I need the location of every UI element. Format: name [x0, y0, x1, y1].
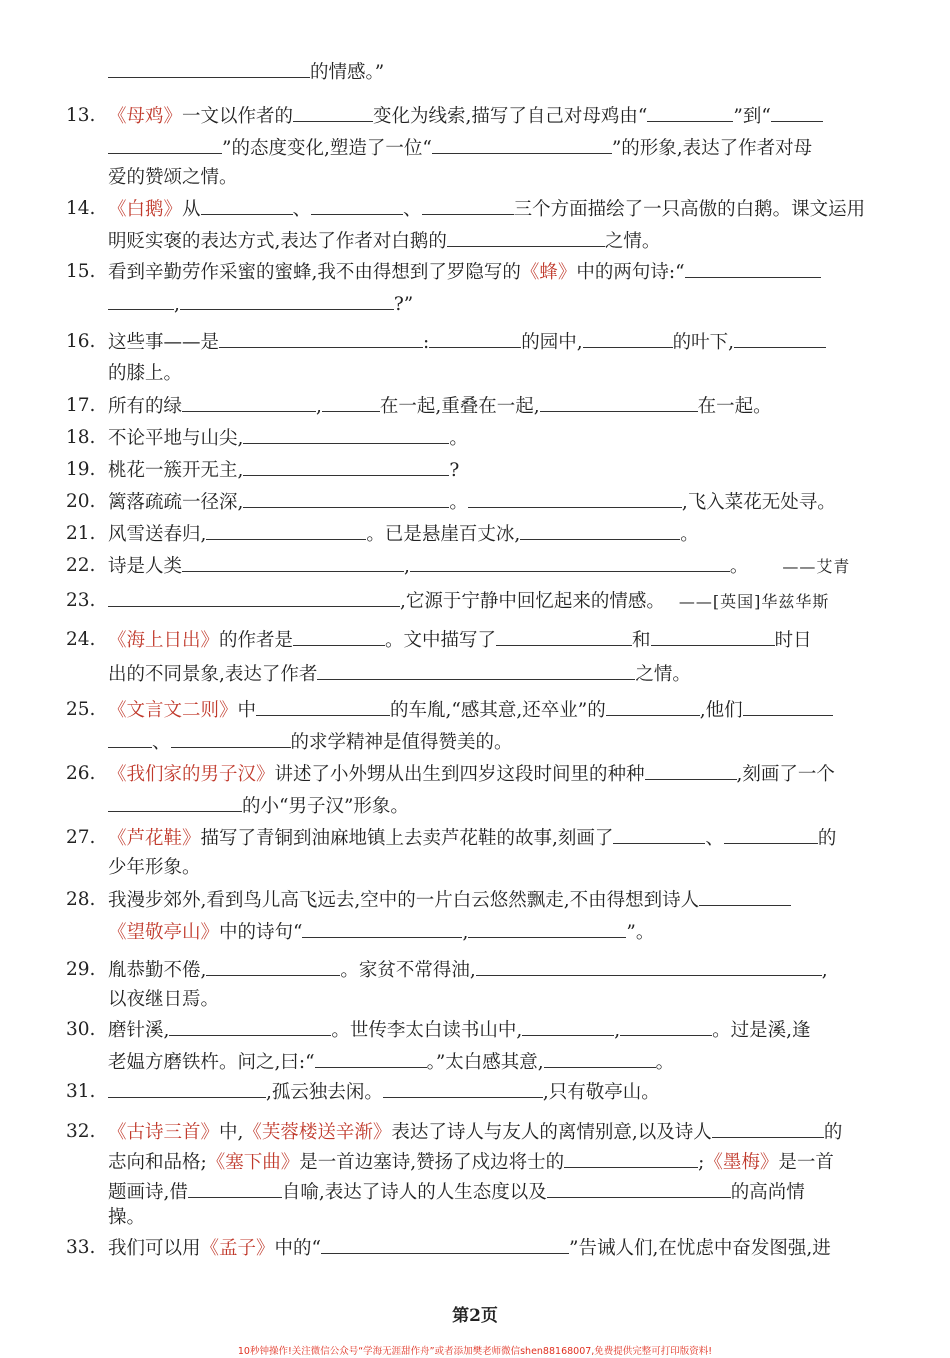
question-text: 的高尚情 [730, 1182, 805, 1203]
question-text: 讲述了小外甥从出生到四岁这段时间里的种种 [274, 764, 645, 785]
question-number: 22. [66, 555, 96, 576]
question-text: 。家贫不常得油, [340, 960, 476, 981]
question-number: 16. [66, 331, 96, 352]
question-line [108, 490, 836, 515]
question-text: 变化为线索,描写了自己对母鸡由“ [373, 106, 648, 127]
answer-blank[interactable] [613, 826, 705, 844]
answer-blank[interactable] [108, 589, 400, 607]
question-text: ,飞入菜花无处寻。 [681, 492, 836, 513]
question-line [108, 197, 865, 222]
question-line [108, 730, 513, 755]
question-number: 13. [66, 105, 96, 126]
question-text: 。 [449, 428, 468, 449]
question-text: 。文中描写了 [385, 630, 497, 651]
question-text: 。”太白感其意, [426, 1052, 544, 1073]
answer-blank[interactable] [180, 292, 394, 310]
question-text: 描写了青铜到油麻地镇上去卖芦花鞋的故事,刻画了 [200, 828, 614, 849]
question-number: 14. [66, 198, 96, 219]
book-title: 《蜂》 [520, 262, 577, 283]
question-text: 表达了诗人与友人的离情别意,以及诗人 [391, 1122, 712, 1143]
question-text: 的叶下, [672, 332, 735, 353]
question-number: 31. [66, 1081, 96, 1102]
question-line [108, 794, 409, 819]
question-line [108, 1050, 674, 1075]
answer-blank[interactable] [620, 1018, 712, 1036]
question-line [108, 229, 660, 254]
question-line [108, 330, 826, 355]
question-line [108, 1150, 834, 1175]
question-number: 30. [66, 1019, 96, 1040]
question-text: 。过是溪,逢 [712, 1020, 811, 1041]
question-text: 是一首 [778, 1152, 834, 1173]
answer-blank[interactable] [293, 628, 385, 646]
answer-blank[interactable] [468, 490, 682, 508]
question-text: , [614, 1020, 621, 1041]
question-number: 19. [66, 459, 96, 480]
question-line [108, 426, 468, 451]
question-line [108, 920, 654, 945]
book-title: 《孟子》 [200, 1238, 275, 1259]
question-text: ?” [393, 294, 414, 315]
answer-blank[interactable] [206, 522, 366, 540]
question-text: 、 [403, 199, 422, 220]
question-text: 和 [632, 630, 651, 651]
question-text: ”的形象,表达了作者对母 [611, 138, 813, 159]
answer-blank[interactable] [771, 104, 823, 122]
question-text: 。 [680, 524, 699, 545]
question-text: 的园中, [521, 332, 583, 353]
question-text: ”告诫人们,在忧虑中奋发图强,进 [569, 1238, 831, 1259]
question-line [108, 394, 772, 419]
question-text: 中的两句诗:“ [576, 262, 685, 283]
question-number: 27. [66, 827, 96, 848]
question-line [108, 362, 182, 386]
question-line [108, 1180, 805, 1205]
question-text: 不论平地与山尖, [108, 428, 244, 449]
book-title: 《望敬亭山》 [108, 922, 220, 943]
answer-blank[interactable] [108, 292, 174, 310]
answer-blank[interactable] [410, 554, 730, 572]
question-number: 29. [66, 959, 96, 980]
question-text: 。 [449, 492, 468, 513]
question-text: 胤恭勤不倦, [108, 960, 207, 981]
question-text: ”到“ [733, 106, 771, 127]
question-line [108, 458, 459, 483]
question-text: 时日 [774, 630, 812, 651]
question-text: 中的“ [274, 1238, 321, 1259]
answer-blank[interactable] [606, 698, 700, 716]
question-text: 。世传李太白读书山中, [331, 1020, 523, 1041]
question-text: 我漫步郊外,看到鸟儿高飞远去,空中的一片白云悠然飘走,不由得想到诗人 [108, 890, 700, 911]
answer-blank[interactable] [724, 826, 818, 844]
answer-blank[interactable] [302, 920, 462, 938]
book-title: 《文言文二则》 [108, 700, 238, 721]
answer-blank[interactable] [685, 260, 821, 278]
question-text: 少年形象。 [108, 857, 201, 878]
question-line [108, 1120, 842, 1145]
question-line [108, 166, 238, 190]
question-text: 。 [655, 1052, 675, 1073]
question-text: , [404, 556, 410, 577]
answer-blank[interactable] [699, 888, 791, 906]
answer-blank[interactable] [496, 628, 632, 646]
question-line [108, 826, 836, 851]
answer-blank[interactable] [645, 762, 737, 780]
question-text: 的小“男子汉”形象。 [242, 796, 409, 817]
question-line [108, 888, 791, 913]
answer-blank[interactable] [468, 920, 626, 938]
question-text: 所有的绿 [108, 396, 183, 417]
question-text: ,孤云独去闲。 [266, 1082, 383, 1103]
question-text: , [821, 960, 828, 981]
question-text: 爱的赞颂之情。 [108, 167, 238, 188]
answer-blank[interactable] [201, 197, 293, 215]
question-text: 在一起。 [697, 396, 772, 417]
answer-blank[interactable] [108, 1080, 266, 1098]
answer-blank[interactable] [432, 136, 612, 154]
question-text: 、 [292, 199, 312, 220]
answer-blank[interactable] [315, 1050, 427, 1068]
answer-blank[interactable] [383, 1080, 543, 1098]
question-text: ? [449, 460, 460, 481]
question-number: 20. [66, 491, 96, 512]
book-title: 《古诗三首》 [108, 1122, 220, 1143]
question-text: 一文以作者的 [182, 106, 294, 127]
question-text: 之情。 [635, 664, 691, 685]
answer-blank[interactable] [206, 958, 340, 976]
question-line [108, 136, 812, 161]
question-line [108, 1236, 831, 1261]
question-text: 、 [705, 828, 724, 849]
answer-blank[interactable] [219, 330, 423, 348]
question-line [108, 1080, 660, 1105]
question-text: : [423, 332, 430, 353]
answer-blank[interactable] [564, 1150, 698, 1168]
question-number: 33. [66, 1237, 96, 1258]
question-number: 28. [66, 889, 96, 910]
answer-blank[interactable] [182, 554, 404, 572]
book-title: 《芙蓉楼送辛渐》 [243, 1122, 392, 1143]
book-title: 《母鸡》 [108, 106, 183, 127]
question-line [108, 958, 828, 983]
question-line [108, 104, 823, 129]
answer-blank[interactable] [447, 229, 605, 247]
question-text: 的情感。” [310, 62, 385, 83]
answer-blank[interactable] [422, 197, 514, 215]
question-text: 以夜继日焉。 [108, 989, 220, 1010]
page-number: 第2页 [452, 1306, 498, 1326]
question-line [108, 762, 835, 787]
question-text: 出的不同景象,表达了作者 [108, 664, 318, 685]
question-text: 的膝上。 [108, 363, 183, 384]
answer-blank[interactable] [243, 490, 449, 508]
answer-blank[interactable] [522, 1018, 614, 1036]
question-number: 18. [66, 427, 96, 448]
question-line [108, 988, 219, 1012]
question-number: 24. [66, 629, 96, 650]
book-title: 《墨梅》 [704, 1152, 779, 1173]
question-text: 看到辛勤劳作采蜜的蜜蜂,我不由得想到了罗隐写的 [108, 262, 521, 283]
answer-blank[interactable] [108, 136, 222, 154]
answer-blank[interactable] [108, 730, 152, 748]
question-text: 中的诗句“ [219, 922, 303, 943]
question-line [108, 554, 850, 579]
question-text: 桃花一簇开无主, [108, 460, 244, 481]
question-line [108, 260, 821, 285]
question-text: ”。 [626, 922, 655, 943]
question-line [108, 662, 691, 687]
answer-blank[interactable] [182, 394, 316, 412]
question-line [108, 1018, 811, 1043]
answer-blank[interactable] [520, 522, 680, 540]
question-line [108, 292, 413, 317]
book-title: 《海上日出》 [108, 630, 220, 651]
answer-blank[interactable] [544, 1050, 656, 1068]
book-title: 《我们家的男子汉》 [108, 764, 275, 785]
answer-blank[interactable] [743, 698, 833, 716]
answer-blank[interactable] [476, 958, 822, 976]
question-number: 23. [66, 590, 96, 611]
question-text: ,他们 [699, 700, 743, 721]
question-text: 。已是悬崖百丈冰, [366, 524, 521, 545]
question-line [108, 628, 812, 653]
question-text: ”的态度变化,塑造了一位“ [222, 138, 432, 159]
answer-blank[interactable] [547, 1180, 731, 1198]
question-number: 21. [66, 523, 96, 544]
answer-blank[interactable] [321, 1236, 569, 1254]
question-text: 中 [237, 700, 257, 721]
question-text: 我们可以用 [108, 1238, 201, 1259]
answer-blank[interactable] [171, 730, 291, 748]
question-text: ,它源于宁静中回忆起来的情感。 [400, 591, 665, 612]
answer-blank[interactable] [540, 394, 698, 412]
question-number: 25. [66, 699, 96, 720]
question-line [108, 522, 699, 547]
question-text: 三个方面描绘了一只高傲的白鹅。课文运用 [513, 199, 866, 220]
footer-note: 10秒钟操作!关注微信公众号“学海无涯甜作舟”或者添加樊老师微信shen88168007,免费提供完整可打印版资料! [237, 1346, 713, 1357]
question-text: 是一首边塞诗,赞扬了戍边将士的 [299, 1152, 565, 1173]
answer-blank[interactable] [322, 394, 380, 412]
question-text: 明贬实褒的表达方式,表达了作者对白鹅的 [108, 231, 447, 252]
answer-blank[interactable] [108, 60, 310, 78]
answer-blank[interactable] [243, 426, 449, 444]
answer-blank[interactable] [169, 1018, 331, 1036]
question-number: 15. [66, 261, 96, 282]
answer-blank[interactable] [651, 628, 775, 646]
answer-blank[interactable] [108, 794, 242, 812]
question-text: ——艾青 [782, 557, 851, 576]
question-text: 老媪方磨铁杵。问之,曰:“ [108, 1052, 315, 1073]
question-text: 的求学精神是值得赞美的。 [290, 732, 513, 753]
question-text: 的 [823, 1122, 843, 1143]
question-text: 在一起,重叠在一起, [379, 396, 540, 417]
answer-blank[interactable] [583, 330, 673, 348]
question-line [108, 589, 829, 614]
question-text: 从 [182, 199, 201, 220]
question-text: 、 [152, 732, 171, 753]
answer-blank[interactable] [188, 1180, 282, 1198]
question-text: 的 [817, 828, 837, 849]
book-title: 《白鹅》 [108, 199, 183, 220]
answer-blank[interactable] [243, 458, 449, 476]
question-line [108, 698, 833, 723]
book-title: 《塞下曲》 [206, 1152, 300, 1173]
question-number: 26. [66, 763, 96, 784]
question-line [108, 1206, 145, 1230]
answer-blank[interactable] [256, 698, 390, 716]
question-text: 这些事——是 [108, 332, 220, 353]
question-text: 的车胤,“感其意,还卒业”的 [390, 700, 606, 721]
question-line [108, 60, 384, 85]
question-text: 操。 [108, 1207, 146, 1228]
question-text: 。 [729, 556, 749, 577]
question-text: 风雪送春归, [108, 524, 207, 545]
question-number: 17. [66, 395, 96, 416]
answer-blank[interactable] [293, 104, 373, 122]
question-text: , [462, 922, 469, 943]
question-text: ,刻画了一个 [736, 764, 835, 785]
answer-blank[interactable] [429, 330, 521, 348]
question-text: ; [698, 1152, 705, 1173]
question-text: ——[英国]华兹华斯 [678, 592, 830, 611]
question-number: 32. [66, 1121, 96, 1142]
question-text: 题画诗,借 [108, 1182, 188, 1203]
question-text: 的作者是 [219, 630, 294, 651]
question-text: 篱落疏疏一径深, [108, 492, 244, 513]
question-text: 志向和品格; [108, 1152, 207, 1173]
question-text: , [174, 294, 180, 315]
question-text: 之情。 [604, 231, 661, 252]
question-line [108, 856, 201, 880]
question-text: , [316, 396, 322, 417]
answer-blank[interactable] [712, 1120, 824, 1138]
answer-blank[interactable] [734, 330, 826, 348]
question-text: 诗是人类 [108, 556, 183, 577]
question-text: 中, [219, 1122, 244, 1143]
answer-blank[interactable] [311, 197, 403, 215]
question-text: 磨针溪, [108, 1020, 170, 1041]
question-text: ,只有敬亭山。 [542, 1082, 660, 1103]
answer-blank[interactable] [317, 662, 635, 680]
answer-blank[interactable] [647, 104, 733, 122]
book-title: 《芦花鞋》 [108, 828, 201, 849]
question-text: 自喻,表达了诗人的人生态度以及 [281, 1182, 547, 1203]
